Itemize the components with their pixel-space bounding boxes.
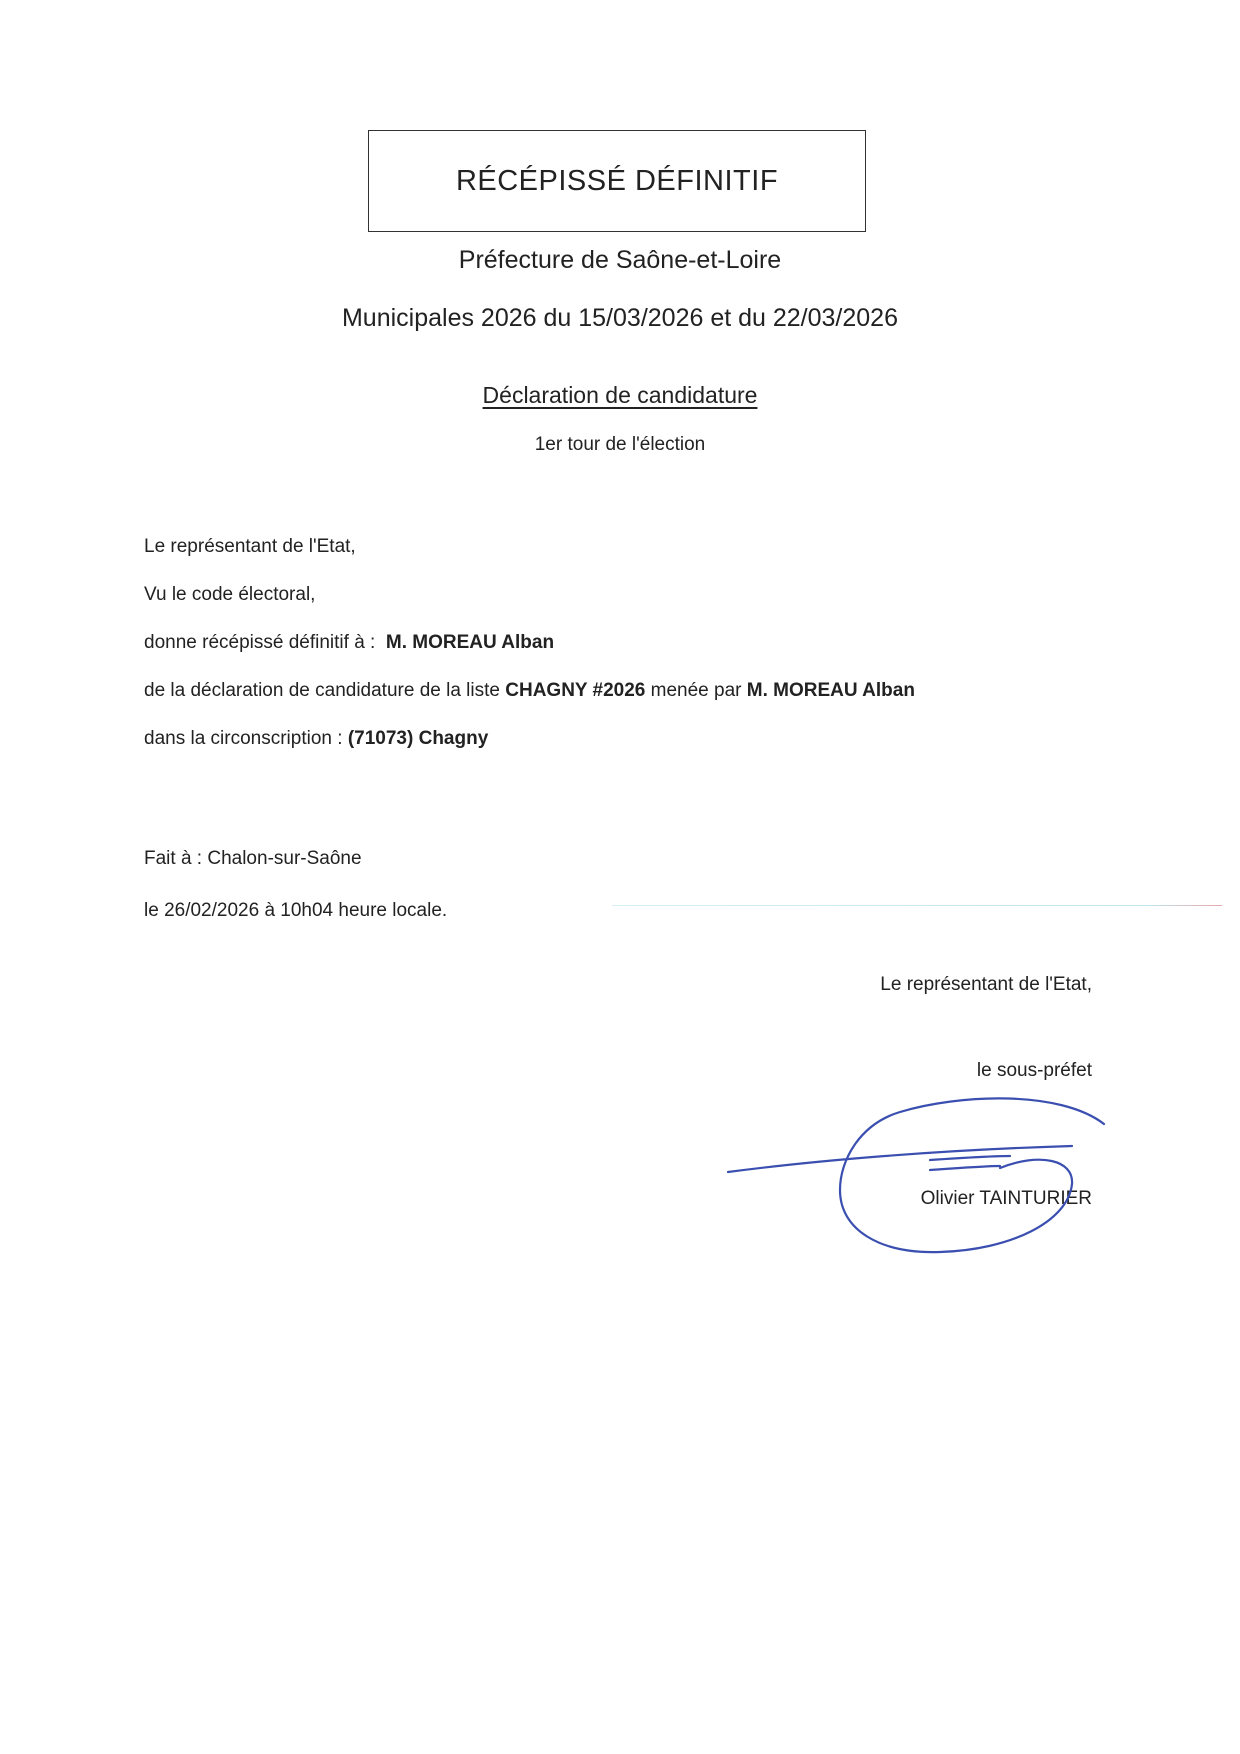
body-line-representant: Le représentant de l'Etat, bbox=[144, 536, 356, 557]
signature-strokes bbox=[728, 1098, 1104, 1252]
list-leader: M. MOREAU Alban bbox=[746, 680, 915, 701]
signature-title: le sous-préfet bbox=[976, 1060, 1092, 1081]
body-line-list bbox=[144, 680, 915, 702]
list-name: CHAGNY #2026 bbox=[505, 680, 646, 701]
date-line: le 26/02/2026 à 10h04 heure locale. bbox=[144, 900, 448, 921]
circonscription-value: (71073) Chagny bbox=[347, 728, 489, 749]
body-line-recipient bbox=[144, 632, 554, 654]
circonscription-label: dans la circonscription : bbox=[144, 728, 343, 749]
scan-artifact-line bbox=[612, 905, 1222, 906]
body-line-code: Vu le code électoral, bbox=[144, 584, 316, 605]
candidate-name: M. MOREAU Alban bbox=[385, 632, 555, 653]
election-title: Municipales 2026 du 15/03/2026 et du 22/03/2026 bbox=[341, 304, 898, 332]
signatory-name: Olivier TAINTURIER bbox=[920, 1188, 1092, 1209]
list-leader-label: menée par bbox=[650, 680, 742, 701]
signature-representant: Le représentant de l'Etat, bbox=[880, 974, 1092, 995]
list-label: de la déclaration de candidature de la liste bbox=[144, 680, 500, 701]
declaration-heading: Déclaration de candidature bbox=[482, 382, 758, 408]
document-title: RÉCÉPISSÉ DÉFINITIF bbox=[455, 164, 779, 197]
prefecture-name: Préfecture de Saône-et-Loire bbox=[458, 246, 782, 274]
recipient-label: donne récépissé définitif à : bbox=[144, 632, 376, 653]
place-line: Fait à : Chalon-sur-Saône bbox=[144, 848, 362, 869]
election-round: 1er tour de l'élection bbox=[534, 434, 706, 455]
title-box bbox=[368, 130, 866, 232]
body-line-circonscription bbox=[144, 728, 488, 750]
